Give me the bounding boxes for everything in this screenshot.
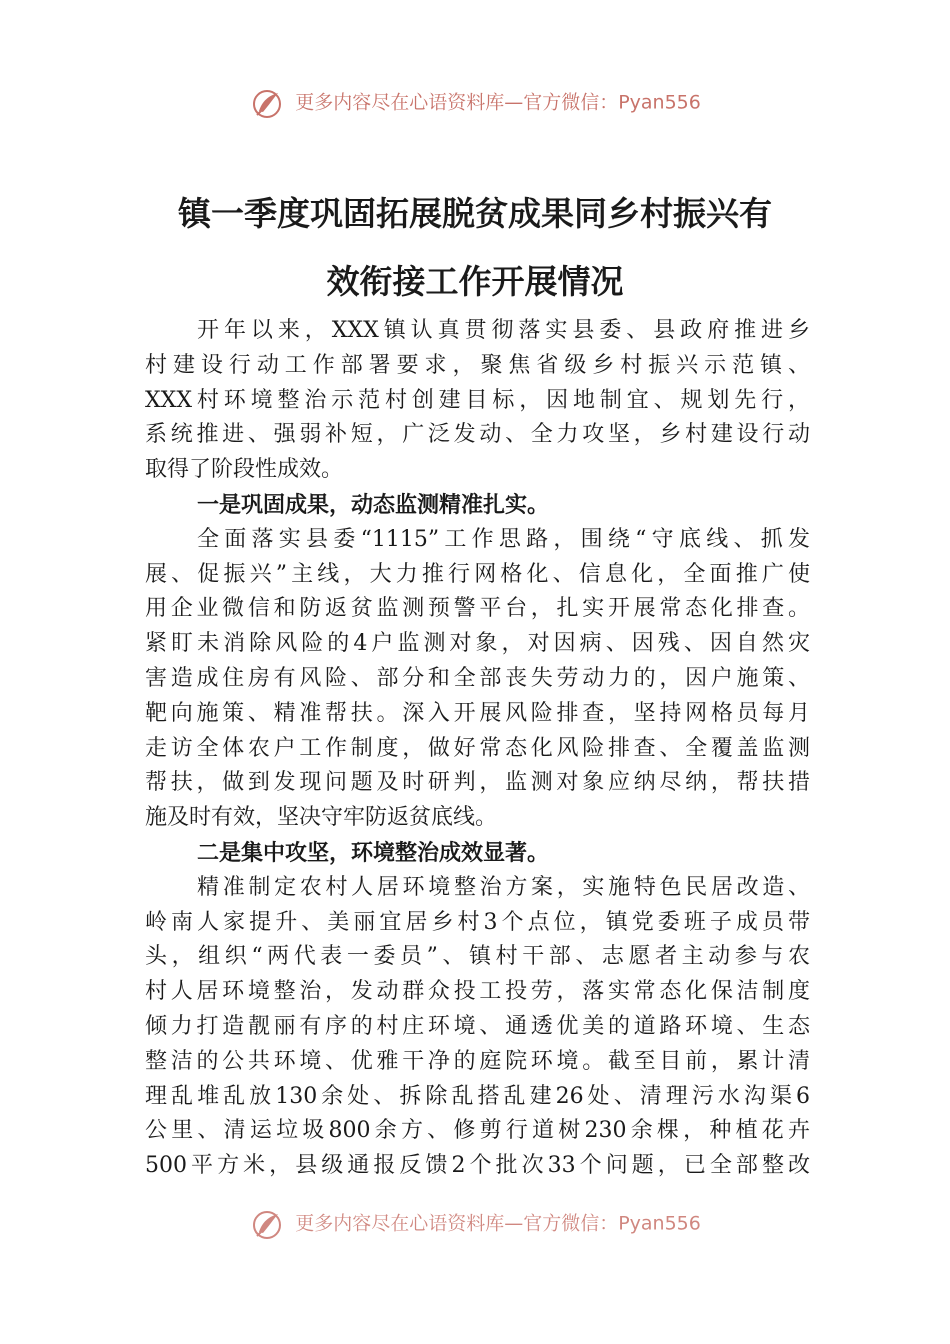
body-line: 500平方米，县级通报反馈2个批次33个问题，已全部整改 xyxy=(145,1153,810,1179)
section-heading-2: 二是集中攻坚，环境整治成效显著。 xyxy=(197,839,550,866)
body-line: 施及时有效，坚决守牢防返贫底线。 xyxy=(145,805,498,831)
section-heading-1: 一是巩固成果，动态监测精准扎实。 xyxy=(197,491,550,518)
brand-logo-icon xyxy=(249,1206,285,1242)
body-line: 走访全体农户工作制度，做好常态化风险排查、全覆盖监测 xyxy=(145,735,810,761)
body-line: 全面落实县委“1115”工作思路，围绕“守底线、抓发 xyxy=(197,526,810,552)
document-body xyxy=(145,314,810,1184)
watermark-text: 更多内容尽在心语资料库—官方微信：Pyan556 xyxy=(295,91,701,114)
body-line: 村人居环境整治，发动群众投工投劳，落实常态化保洁制度 xyxy=(145,979,810,1005)
document-title-line-1: 镇一季度巩固拓展脱贫成果同乡村振兴有 xyxy=(178,194,772,233)
body-line: 帮扶，做到发现问题及时研判，监测对象应纳尽纳，帮扶措 xyxy=(145,770,810,796)
body-line: 倾力打造靓丽有序的村庄环境、通透优美的道路环境、生态 xyxy=(145,1013,810,1039)
watermark-text: 更多内容尽在心语资料库—官方微信：Pyan556 xyxy=(295,1212,701,1235)
body-line: 公里、清运垃圾800余方、修剪行道树230余棵，种植花卉 xyxy=(145,1118,810,1144)
body-line: 取得了阶段性成效。 xyxy=(145,457,344,483)
watermark-header xyxy=(0,82,950,122)
body-line: XXX村环境整治示范村创建目标，因地制宜、规划先行， xyxy=(145,387,810,413)
body-line: 展、促振兴”主线，大力推行网格化、信息化，全面推广使 xyxy=(145,561,810,587)
body-line: 理乱堆乱放130余处、拆除乱搭乱建26处、清理污水沟渠6 xyxy=(145,1083,810,1109)
body-line: 村建设行动工作部署要求，聚焦省级乡村振兴示范镇、 xyxy=(145,352,810,378)
document-title-line-2: 效衔接工作开展情况 xyxy=(326,262,624,301)
brand-logo-icon xyxy=(249,85,285,121)
body-line: 靶向施策、精准帮扶。深入开展风险排查，坚持网格员每月 xyxy=(145,700,810,726)
body-line: 岭南人家提升、美丽宜居乡村3个点位，镇党委班子成员带 xyxy=(145,909,810,935)
watermark-footer xyxy=(0,1203,950,1243)
body-line: 精准制定农村人居环境整治方案，实施特色民居改造、 xyxy=(197,874,810,900)
body-line: 开年以来，XXX镇认真贯彻落实县委、县政府推进乡 xyxy=(197,318,810,343)
body-line: 头，组织“两代表一委员”、镇村干部、志愿者主动参与农 xyxy=(145,944,810,970)
body-line: 整洁的公共环境、优雅干净的庭院环境。截至目前，累计清 xyxy=(145,1048,810,1074)
body-line: 害造成住房有风险、部分和全部丧失劳动力的，因户施策、 xyxy=(145,665,810,691)
body-line: 系统推进、强弱补短，广泛发动、全力攻坚，乡村建设行动 xyxy=(145,422,810,448)
body-line: 用企业微信和防返贫监测预警平台，扎实开展常态化排查。 xyxy=(145,596,810,622)
body-line: 紧盯未消除风险的4户监测对象，对因病、因残、因自然灾 xyxy=(145,631,810,657)
